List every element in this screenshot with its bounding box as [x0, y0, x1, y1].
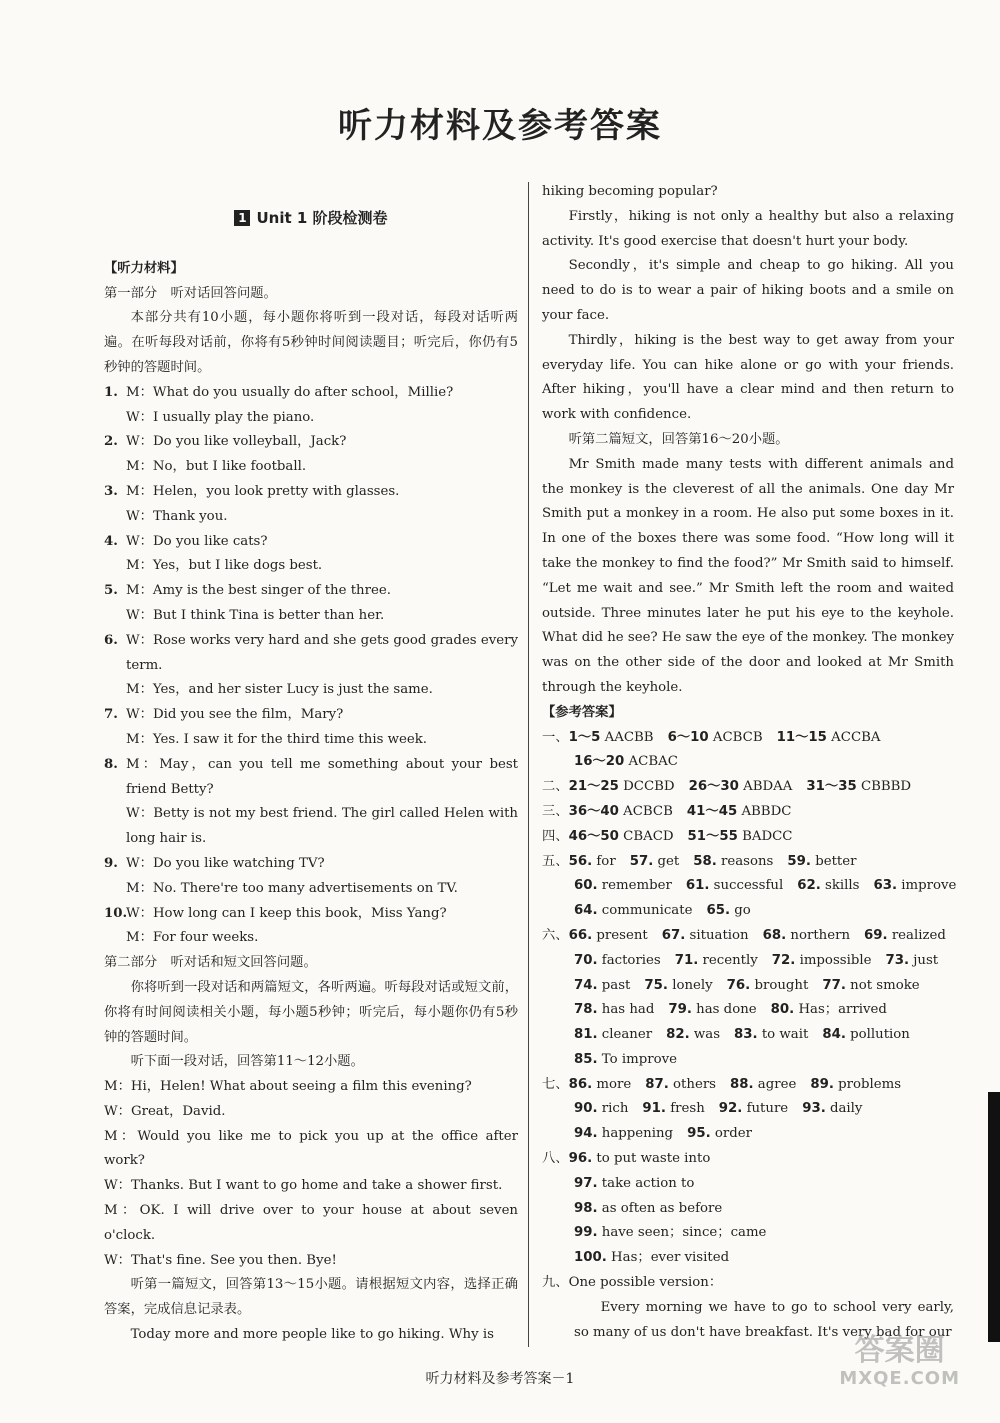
answer-item	[810, 1073, 901, 1098]
dialogue-list	[104, 381, 518, 951]
dialogue-line: M：Yes. I saw it for the third time this week.	[126, 731, 428, 747]
answer-group	[574, 750, 678, 775]
answer-number: 57.	[629, 853, 654, 869]
dialogue-line: W：Thank you.	[126, 508, 228, 524]
answer-item	[642, 1097, 704, 1122]
answer-item	[574, 1221, 766, 1246]
answer-number: 65.	[706, 903, 730, 919]
answer-item	[675, 949, 758, 974]
dialogue-line	[104, 703, 518, 728]
answer-value: as often as before	[601, 1200, 723, 1216]
answer-item	[727, 974, 809, 999]
answer-number: 70.	[574, 952, 598, 968]
answer-number: 88.	[730, 1076, 754, 1092]
dialogue-item	[104, 430, 518, 480]
answer-value: successful	[713, 878, 784, 894]
answer-number: 61.	[685, 878, 710, 894]
answer-row	[542, 1097, 954, 1122]
unit-badge: 1	[234, 210, 250, 226]
answer-row	[542, 825, 954, 850]
answer-item	[666, 1023, 720, 1048]
answer-number: 81.	[574, 1027, 598, 1043]
answer-value: brought	[754, 977, 809, 993]
dialogue-line	[104, 480, 518, 505]
question-number: 5.	[104, 583, 118, 599]
answer-value: go	[734, 903, 751, 919]
answer-number: 94.	[574, 1126, 598, 1142]
answer-value: improve	[901, 878, 957, 894]
answer-item	[574, 1122, 673, 1147]
dialogue-11-12	[104, 1075, 518, 1273]
answer-number: 68.	[762, 927, 787, 943]
dialogue-text: M：May，can you tell me something about your best friend Betty?	[126, 756, 518, 797]
answer-row	[542, 974, 954, 999]
answer-number: 89.	[810, 1076, 834, 1092]
answer-number: 75.	[644, 977, 668, 993]
answer-range: 11～15	[776, 729, 827, 745]
answer-value: to put waste into	[596, 1151, 711, 1167]
answer-group	[777, 726, 881, 751]
page-title: 听力材料及参考答案	[338, 106, 662, 146]
answer-number: 93.	[802, 1101, 826, 1117]
answer-range: 16～20	[574, 754, 625, 770]
answer-item	[687, 1122, 752, 1147]
dialogue-text: W：Did you see the film，Mary?	[126, 707, 344, 723]
answer-item	[574, 998, 654, 1023]
dialogue-line	[104, 629, 518, 679]
answer-number: 84.	[822, 1027, 846, 1043]
dialogue-item	[104, 530, 518, 580]
answer-group	[569, 800, 673, 825]
answer-value: ABDAA	[743, 779, 793, 795]
answer-number: 62.	[797, 878, 821, 894]
answer-number: 59.	[787, 853, 811, 869]
answer-range: 46～50	[568, 828, 619, 844]
answer-item	[574, 1048, 677, 1073]
answer-item	[693, 850, 773, 875]
ans9-text: Every morning we have to go to school very early, so many of us don't have breakfast. It's very bad for our	[574, 1299, 954, 1340]
answer-value: CBBBD	[860, 779, 912, 795]
passage1-cont: hiking becoming popular?	[542, 184, 718, 199]
answer-item	[644, 974, 712, 999]
answer-item	[574, 1172, 694, 1197]
answer-item	[772, 949, 872, 974]
answer-group	[806, 775, 911, 800]
answer-key	[542, 726, 957, 1272]
answer-row	[542, 800, 954, 825]
answer-value: realized	[891, 927, 946, 943]
answer-value: cleaner	[601, 1027, 653, 1043]
answer-value: AACBB	[604, 729, 654, 745]
answer-item	[822, 1023, 910, 1048]
dialogue-line: W：Betty is not my best friend. The girl called Helen with long hair is.	[126, 806, 518, 847]
answer-number: 71.	[674, 952, 699, 968]
unit-heading	[104, 206, 518, 231]
dialogue-item	[104, 753, 518, 852]
answer-value: reasons	[721, 853, 774, 869]
answer-number: 60.	[574, 878, 598, 894]
answer-value: pollution	[850, 1027, 910, 1043]
answer-number: 63.	[873, 878, 898, 894]
answer-range: 1～5	[568, 729, 601, 745]
question-number: 9.	[104, 855, 118, 871]
answer-value: ACBAC	[628, 754, 678, 770]
column-divider	[528, 182, 529, 1347]
answer-number: 98.	[574, 1200, 598, 1216]
dialogue-line: W：That's fine. See you then. Bye!	[104, 1252, 337, 1268]
answer-value: factories	[601, 952, 661, 968]
answer-value: Has；ever visited	[611, 1250, 730, 1266]
dialogue-line: W：But I think Tina is better than her.	[126, 607, 385, 623]
answer-group	[688, 825, 793, 850]
answer-value: daily	[829, 1101, 863, 1117]
watermark-bottom: MXQE.COM	[839, 1368, 960, 1389]
answer-value: ACBCB	[623, 803, 673, 819]
answer-group	[569, 726, 654, 751]
dialogue-line	[104, 579, 518, 604]
dialogue-line	[104, 530, 518, 555]
answer-range: 6～10	[667, 729, 709, 745]
answer-number: 99.	[574, 1225, 598, 1241]
answer-group	[569, 775, 675, 800]
answer-section-prefix: 五、	[542, 853, 569, 869]
answer-item	[864, 924, 946, 949]
dialogue-item	[104, 852, 518, 902]
answer-value: northern	[790, 927, 851, 943]
answer-item	[730, 1073, 796, 1098]
answer-item	[574, 1246, 729, 1271]
answer-value: to wait	[761, 1027, 809, 1043]
passage1-paragraph: Secondly，it's simple and cheap to go hiking. All you need to do is to wear a pair of hiking boots and a smile on your face.	[542, 258, 954, 323]
dialogue-line: M：Yes，and her sister Lucy is just the same.	[126, 682, 433, 698]
answer-value: lonely	[672, 977, 713, 993]
answer-number: 67.	[661, 927, 686, 943]
answer-value: impossible	[799, 952, 872, 968]
answer-item	[569, 924, 648, 949]
answer-range: 41～45	[686, 803, 738, 819]
answer-number: 72.	[771, 952, 796, 968]
answer-row	[542, 1221, 954, 1246]
answer-item	[574, 1023, 652, 1048]
answer-number: 77.	[822, 977, 846, 993]
answer-item	[734, 1023, 808, 1048]
answer-range: 36～40	[568, 803, 619, 819]
passage1-start: Today more and more people like to go hiking. Why is	[130, 1327, 494, 1343]
answer-group	[689, 775, 793, 800]
dialogue-item	[104, 381, 518, 431]
answer-row	[542, 949, 954, 974]
answer-number: 86.	[568, 1076, 593, 1092]
answer-value: have seen；since；came	[601, 1225, 767, 1241]
answer-value: problems	[838, 1076, 902, 1092]
answer-row	[542, 998, 954, 1023]
dialogue-item	[104, 579, 518, 629]
answer-number: 91.	[642, 1101, 666, 1117]
answer-section-prefix: 二、	[542, 779, 569, 795]
answer-value: happening	[601, 1126, 674, 1142]
answer-row	[542, 1246, 954, 1271]
answer-value: ACCBA	[831, 729, 881, 745]
answer-item	[569, 1147, 711, 1172]
ans9-label: 九、One possible version：	[542, 1275, 723, 1291]
answer-group	[668, 726, 763, 751]
answer-value: just	[913, 952, 939, 968]
answer-number: 76.	[726, 977, 751, 993]
answer-value: has had	[601, 1002, 655, 1018]
answer-value: CBACD	[623, 828, 674, 844]
answer-number: 96.	[568, 1151, 593, 1167]
dialogue-line: M：Hi，Helen! What about seeing a film this evening?	[104, 1079, 472, 1095]
answer-number: 74.	[574, 977, 598, 993]
dialogue-item	[104, 629, 518, 703]
answer-item	[569, 1073, 632, 1098]
answer-item	[763, 924, 850, 949]
answer-number: 83.	[734, 1027, 758, 1043]
answer-row	[542, 775, 954, 800]
answer-value: fresh	[670, 1101, 705, 1117]
passage1-paragraph: Thirdly，hiking is the best way to get away from your everyday life. You can hike alone or go with your friends. After hiking，you'll have a clear mind and then return to work with confidence.	[542, 332, 954, 423]
answer-number: 90.	[574, 1101, 598, 1117]
answer-value: present	[596, 927, 648, 943]
answer-number: 58.	[693, 853, 717, 869]
answer-value: get	[657, 853, 680, 869]
answer-number: 82.	[666, 1027, 690, 1043]
dialogue-item	[104, 703, 518, 753]
answer-row	[542, 1172, 954, 1197]
answer-number: 78.	[574, 1002, 598, 1018]
answer-item	[771, 998, 887, 1023]
answer-value: remember	[601, 878, 672, 894]
answer-item	[569, 850, 616, 875]
answer-row	[542, 726, 954, 751]
answer-item	[668, 998, 756, 1023]
question-number: 1.	[104, 384, 118, 400]
answer-value: BADCC	[742, 828, 793, 844]
part2-title: 第二部分 听对话和短文回答问题。	[104, 955, 317, 971]
listening-material-label: 【听力材料】	[104, 260, 184, 276]
dialogue-line	[104, 381, 518, 406]
dialogue-line: M：No，but I like football.	[126, 459, 307, 475]
left-column	[104, 180, 518, 1348]
dialogue-line: W：Great，David.	[104, 1103, 226, 1119]
dialogue-text: W：Rose works very hard and she gets good grades every term.	[126, 632, 518, 673]
right-column	[542, 180, 957, 1345]
dialogue-text: M：What do you usually do after school，Millie?	[126, 384, 454, 400]
answer-row	[542, 1197, 954, 1222]
question-number: 2.	[104, 434, 118, 450]
passage2: Mr Smith made many tests with different animals and the monkey is the cleverest of all the animals. One day Mr Smith put a monkey in a room. He also put some boxes in it. In one of the boxes there was some food. “How long will it take the monkey to find the food?” Mr Smith said to himself. “Let me wait and see.” Mr Smith left the room and waited outside. Three minutes later he put his eye to the keyhole. What did he see? He saw the eye of the monkey. The monkey was on the other side of the door and looked at Mr Smith through the keyhole.	[542, 456, 954, 695]
page-footer: 听力材料及参考答案－1	[425, 1371, 575, 1387]
dialogue-line	[104, 902, 518, 927]
answer-number: 87.	[645, 1076, 669, 1092]
answer-item	[822, 974, 919, 999]
answer-number: 79.	[668, 1002, 692, 1018]
answer-item	[885, 949, 938, 974]
question-number: 8.	[104, 756, 118, 772]
answer-value: skills	[825, 878, 860, 894]
answer-value: agree	[757, 1076, 797, 1092]
dialogue-line: M：OK. I will drive over to your house at about seven o'clock.	[104, 1203, 518, 1243]
answer-item	[574, 1097, 628, 1122]
answer-number: 92.	[718, 1101, 743, 1117]
answer-item	[787, 850, 856, 875]
answer-number: 95.	[687, 1126, 711, 1142]
unit-title: Unit 1 阶段检测卷	[256, 209, 388, 227]
answer-row	[542, 1048, 954, 1073]
passage1-paragraph: Firstly，hiking is not only a healthy but also a relaxing activity. It's good exercise that doesn't hurt your body.	[542, 208, 954, 249]
answer-range: 26～30	[688, 779, 739, 795]
answer-number: 66.	[568, 927, 593, 943]
answer-number: 80.	[770, 1002, 795, 1018]
question-number: 4.	[104, 533, 118, 549]
answer-item	[574, 949, 661, 974]
answer-value: recently	[702, 952, 758, 968]
answer-item	[706, 899, 750, 924]
dialogue-text: M：Helen，you look pretty with glasses.	[126, 483, 400, 499]
answer-value: rich	[601, 1101, 629, 1117]
question-number: 3.	[104, 483, 118, 499]
dialogue-line	[104, 852, 518, 877]
answer-item	[719, 1097, 788, 1122]
dialogue-line: M：Would you like me to pick you up at the office after work?	[104, 1128, 518, 1169]
answer-number: 69.	[864, 927, 888, 943]
answer-item	[802, 1097, 862, 1122]
answer-number: 73.	[885, 952, 910, 968]
answer-row	[542, 750, 954, 775]
dialogue-item	[104, 902, 518, 952]
answers-label: 【参考答案】	[542, 704, 622, 720]
dialogue-item	[104, 480, 518, 530]
answer-value: situation	[689, 927, 749, 943]
watermark-top: 答案圈	[854, 1333, 945, 1368]
answer-value: DCCBD	[623, 779, 675, 795]
dialogue-line: M：Yes，but I like dogs best.	[126, 558, 323, 574]
dialogue-text: M：Amy is the best singer of the three.	[126, 583, 391, 599]
answer-number: 85.	[574, 1051, 598, 1067]
dialogue-text: W：Do you like volleyball，Jack?	[126, 434, 347, 450]
answer-row	[542, 874, 957, 899]
answer-item	[873, 874, 956, 899]
passage1-paragraphs	[542, 205, 954, 428]
answer-value: ABBDC	[741, 803, 792, 819]
answer-value: past	[601, 977, 631, 993]
answer-item	[574, 1197, 722, 1222]
answer-item	[662, 924, 749, 949]
answer-value: for	[596, 853, 616, 869]
dialogue-line	[104, 753, 518, 803]
answer-value: others	[673, 1076, 716, 1092]
answer-value: has done	[696, 1002, 757, 1018]
dialogue-line: M：For four weeks.	[126, 930, 259, 946]
answer-value: To improve	[601, 1051, 677, 1067]
answer-value: ACBCB	[712, 729, 763, 745]
answer-item	[686, 874, 783, 899]
answer-section-prefix: 七、	[542, 1076, 569, 1092]
dialogue-line	[104, 430, 518, 455]
answer-range: 51～55	[687, 828, 738, 844]
answer-value: take action to	[601, 1175, 695, 1191]
question-number: 10.	[104, 905, 128, 921]
answer-row	[542, 1073, 954, 1098]
dialogue-text: W：Do you like cats?	[126, 533, 268, 549]
answer-section-prefix: 八、	[542, 1151, 569, 1167]
dialogue-text: W：How long can I keep this book，Miss Yang?	[126, 905, 447, 921]
answer-row	[542, 924, 954, 949]
passage1-intro: 听第一篇短文，回答第13～15小题。请根据短文内容，选择正确答案，完成信息记录表。	[104, 1277, 518, 1318]
dialogue-line: M：No. There're too many advertisements on TV.	[126, 880, 458, 896]
answer-value: order	[714, 1126, 752, 1142]
part2-intro: 你将听到一段对话和两篇短文，各听两遍。听每段对话或短文前，你将有时间阅读相关小题，每小题5秒钟；听完后，每小题你仍有5秒钟的答题时间。	[104, 979, 518, 1045]
answer-row	[542, 1147, 954, 1172]
answer-item	[797, 874, 859, 899]
dialogue-line: W：I usually play the piano.	[126, 409, 315, 425]
answer-value: Has；arrived	[798, 1002, 887, 1018]
answer-number: 100.	[574, 1250, 607, 1266]
answer-value: communicate	[601, 903, 693, 919]
answer-section-prefix: 六、	[542, 927, 569, 943]
answer-section-prefix: 一、	[542, 729, 569, 745]
watermark-logo	[839, 1333, 960, 1393]
answer-row	[542, 1023, 954, 1048]
answer-number: 97.	[574, 1175, 598, 1191]
dialogue-text: W：Do you like watching TV?	[126, 855, 325, 871]
question-number: 6.	[104, 632, 118, 648]
answer-value: future	[746, 1101, 789, 1117]
question-number: 7.	[104, 707, 118, 723]
part1-intro: 本部分共有10小题，每小题你将听到一段对话，每段对话听两遍。在听每段对话前，你将有5秒钟时间阅读题目；听完后，你仍有5秒钟的答题时间。	[104, 310, 518, 375]
answer-row	[542, 1122, 954, 1147]
answer-section-prefix: 三、	[542, 803, 569, 819]
answer-item	[630, 850, 680, 875]
answer-value: not smoke	[850, 977, 920, 993]
dialogue-intro: 听下面一段对话，回答第11～12小题。	[130, 1054, 364, 1070]
answer-row	[542, 850, 954, 875]
answer-value: better	[815, 853, 857, 869]
answer-range: 21～25	[568, 779, 619, 795]
answer-item	[574, 874, 672, 899]
answer-group	[569, 825, 674, 850]
answer-number: 64.	[574, 903, 598, 919]
answer-row	[542, 899, 954, 924]
answer-group	[687, 800, 792, 825]
answer-item	[574, 899, 692, 924]
answer-item	[645, 1073, 716, 1098]
answer-item	[574, 974, 630, 999]
side-tab	[988, 1092, 1000, 1342]
dialogue-line: W：Thanks. But I want to go home and take a shower first.	[104, 1178, 503, 1194]
answer-section-prefix: 四、	[542, 828, 569, 844]
passage2-intro: 听第二篇短文，回答第16～20小题。	[568, 431, 789, 447]
answer-value: was	[693, 1027, 721, 1043]
answer-range: 31～35	[806, 779, 857, 795]
answer-number: 56.	[568, 853, 593, 869]
answer-value: more	[596, 1076, 632, 1092]
part1-title: 第一部分 听对话回答问题。	[104, 285, 277, 301]
